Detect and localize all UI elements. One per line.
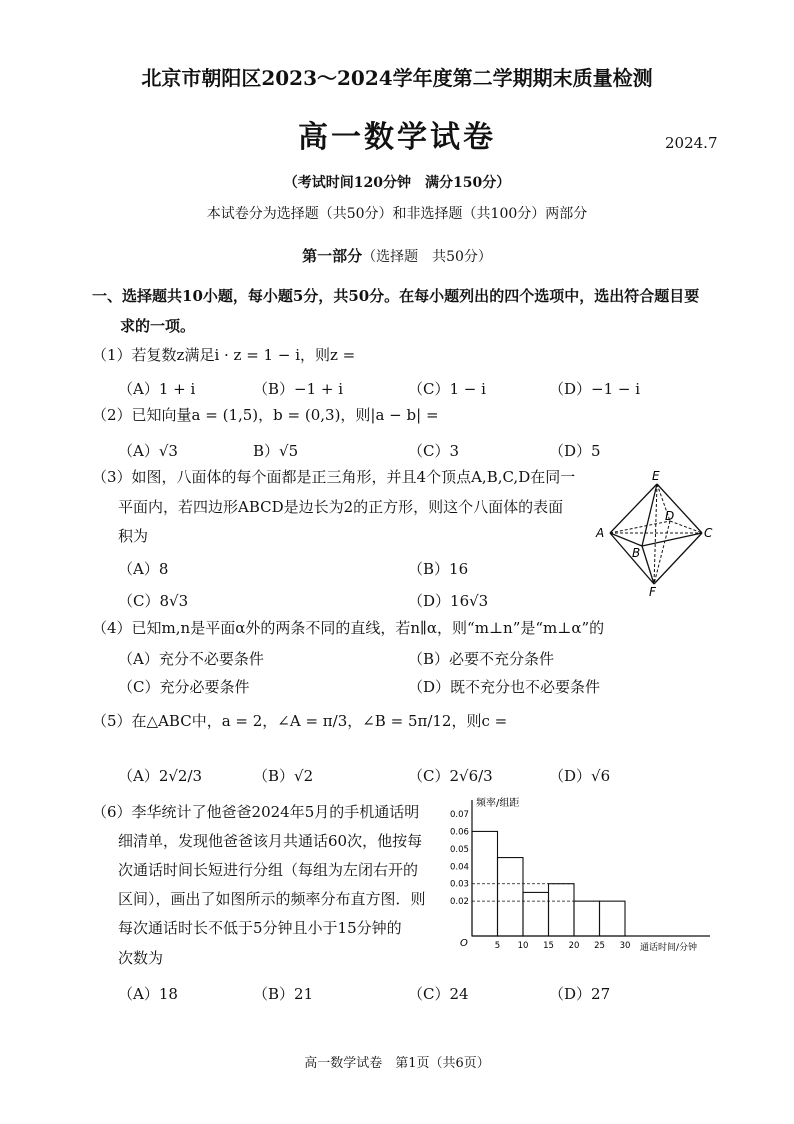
question-6-stem-line6: 次数为	[118, 949, 164, 967]
histogram-y-tick-label: 0.07	[450, 810, 469, 820]
question-3-stem-line1: （3）如图，八面体的每个面都是正三角形，并且4个顶点A,B,C,D在同一	[92, 468, 576, 486]
vertex-label-f: F	[649, 585, 656, 599]
question-3-option-b: （B）16	[408, 560, 469, 578]
question-3-stem-line2: 平面内，若四边形ABCD是边长为2的正方形，则这个八面体的表面	[118, 498, 564, 516]
question-5-option-d: （D）√6	[549, 767, 611, 785]
exam-time-info: （考试时间120分钟 满分150分）	[283, 175, 511, 191]
question-4-option-c: （C）充分必要条件	[118, 678, 250, 696]
histogram-x-tick-label: 10	[517, 941, 529, 951]
histogram-y-tick-label: 0.06	[450, 827, 469, 838]
histogram-x-tick-label: 20	[568, 941, 580, 951]
question-6-option-c: （C）24	[408, 985, 469, 1003]
histogram-bar	[549, 884, 575, 936]
question-6-stem-line3: 次通话时间长短进行分组（每组为左闭右开的	[118, 861, 419, 879]
question-4-stem: （4）已知m,n是平面α外的两条不同的直线，若n∥α，则“m⊥n”是“m⊥α”的	[92, 619, 605, 637]
paper-title: 高一数学试卷	[298, 120, 496, 155]
histogram-y-tick-label: 0.04	[450, 862, 469, 873]
histogram-bar	[472, 831, 498, 936]
vertex-label-b: B	[632, 546, 641, 560]
exam-composition: 本试卷分为选择题（共50分）和非选择题（共100分）两部分	[206, 206, 588, 222]
histogram-x-ticks	[495, 941, 631, 951]
page-footer: 高一数学试卷 第1页（共6页）	[304, 1056, 490, 1071]
histogram-bar	[600, 901, 626, 936]
histogram-x-tick-label: 15	[543, 941, 554, 951]
exam-date: 2024.7	[665, 134, 718, 152]
question-2-option-c: （C）3	[408, 442, 460, 460]
question-3-option-d: （D）16√3	[408, 592, 489, 610]
question-4-option-d: （D）既不充分也不必要条件	[408, 678, 601, 696]
histogram-y-tick-label: 0.02	[450, 897, 469, 908]
question-4-option-b: （B）必要不充分条件	[408, 650, 555, 668]
exam-header: 北京市朝阳区2023～2024学年度第二学期期末质量检测	[141, 66, 653, 90]
histogram-y-tick-label: 0.05	[450, 844, 469, 855]
part-note: （选择题 共50分）	[362, 249, 492, 265]
vertex-label-d: D	[665, 509, 675, 523]
question-3-stem-line3: 积为	[118, 527, 149, 545]
histogram-x-tick-label: 30	[619, 941, 631, 951]
question-5-option-b: （B）√2	[253, 767, 314, 785]
question-5-option-c: （C）2√6/3	[408, 767, 493, 785]
question-6-option-a: （A）18	[118, 985, 178, 1003]
section-instruction-line2: 求的一项。	[120, 317, 196, 335]
histogram-bar	[574, 901, 600, 936]
question-1-option-d: （D）−1 − i	[549, 380, 641, 398]
frequency-histogram	[440, 796, 720, 952]
histogram-x-axis-label: 通话时间/分钟	[640, 943, 698, 952]
histogram-x-tick-label: 25	[594, 941, 605, 951]
question-1-option-c: （C）1 − i	[408, 380, 486, 398]
histogram-x-tick-label: 5	[494, 941, 501, 951]
question-6-option-d: （D）27	[549, 985, 611, 1003]
question-6-stem-line4: 区间），画出了如图所示的频率分布直方图．则	[118, 890, 426, 908]
vertex-label-e: E	[652, 469, 660, 483]
histogram-y-axis-label: 频率/组距	[476, 798, 520, 809]
vertex-label-a: A	[596, 526, 605, 540]
question-2-option-d: （D）5	[549, 442, 601, 460]
section-instruction-line1: 一、选择题共10小题，每小题5分，共50分。在每小题列出的四个选项中，选出符合题目要	[92, 287, 700, 305]
question-5-stem: （5）在△ABC中，a = 2，∠A = π/3，∠B = 5π/12，则c =	[92, 712, 508, 730]
histogram-y-tick-label: 0.03	[450, 879, 469, 890]
question-6-option-b: （B）21	[253, 985, 314, 1003]
vertex-label-c: C	[704, 526, 713, 540]
part-heading	[0, 245, 794, 266]
question-2-option-b: B）√5	[253, 442, 299, 460]
question-5-option-a: （A）2√2/3	[118, 767, 203, 785]
question-4-option-a: （A）充分不必要条件	[118, 650, 264, 668]
histogram-bars	[472, 831, 625, 936]
question-1-option-b: （B）−1 + i	[253, 380, 344, 398]
question-2-stem: （2）已知向量a = (1,5)，b = (0,3)，则|a − b| =	[92, 406, 439, 424]
question-3-option-c: （C）8√3	[118, 592, 189, 610]
histogram-origin-label: O	[460, 938, 468, 949]
histogram-bar	[498, 858, 524, 936]
question-3-option-a: （A）8	[118, 560, 169, 578]
octahedron-figure	[592, 466, 722, 600]
histogram-bar	[523, 892, 549, 936]
question-1-stem: （1）若复数z满足i · z = 1 − i，则z =	[92, 346, 356, 364]
part-label: 第一部分	[302, 247, 363, 265]
question-6-stem-line5: 每次通话时长不低于5分钟且小于15分钟的	[118, 919, 402, 937]
question-6-stem-line2: 细清单，发现他爸爸该月共通话60次，他按每	[118, 832, 423, 850]
histogram-y-ticks	[450, 810, 469, 907]
question-1-option-a: （A）1 + i	[118, 380, 196, 398]
question-2-option-a: （A）√3	[118, 442, 178, 460]
question-6-stem-line1: （6）李华统计了他爸爸2024年5月的手机通话明	[92, 803, 420, 821]
